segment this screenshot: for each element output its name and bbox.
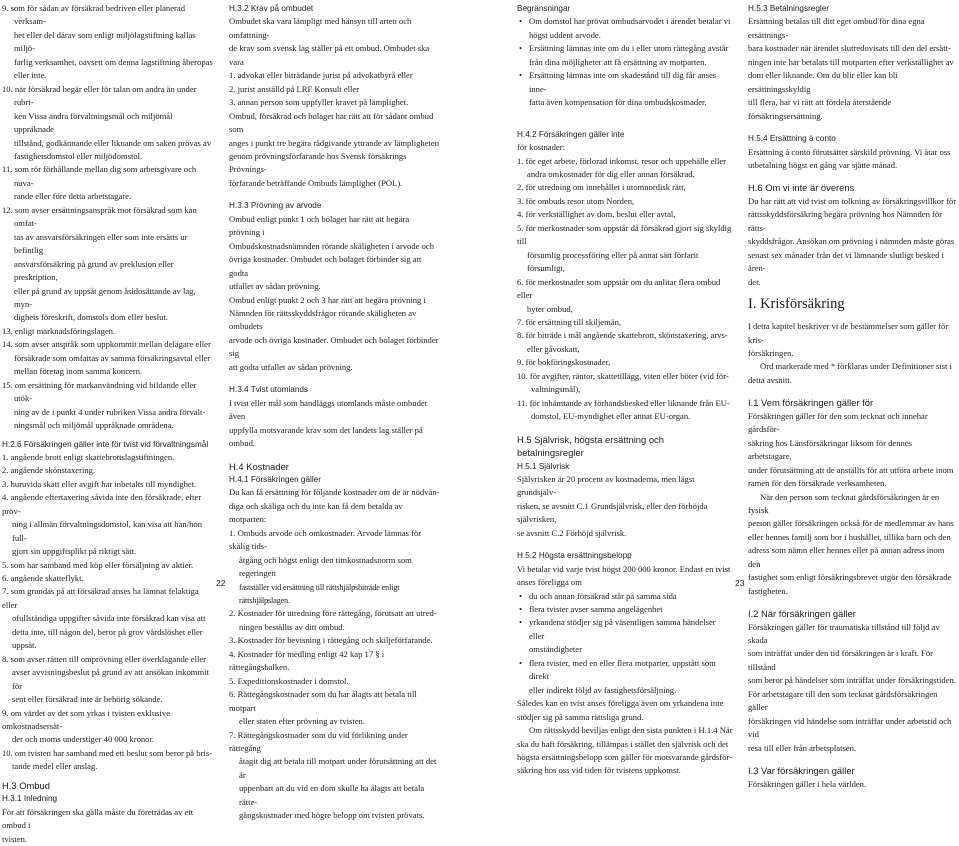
paragraph-line: under förutsättning att de anställts för att utföra arbete inom: [748, 464, 954, 475]
bullet-item: • flera tvister, med en eller flera motparter, uppstått som direkt: [517, 657, 733, 684]
paragraph-line: att godta utfallet av sådan prövning.: [229, 361, 353, 372]
bullet-item-continued: omständigheter: [529, 644, 582, 655]
list-item: eller gåvoskatt,: [527, 343, 580, 354]
bullet-item: • Ersättning lämnas inte om skadestånd till dig får anses inne-: [517, 69, 733, 96]
list-item: 7. Rättegångskostnader som du vid förlikning under rättegång: [229, 729, 408, 754]
section-heading-h52: H.5.2 Högsta ersättningsbelopp: [517, 551, 632, 561]
paragraph-line: Försäkringen gäller för den som tecknat och innehar gårdsför-: [748, 410, 928, 435]
paragraph-line: anses föreligga om: [517, 577, 582, 588]
paragraph-line: arvode och övriga kostnader. Ombudet och bolaget förbinder sig: [229, 334, 439, 359]
paragraph-line: risken, se avsnitt C.1 Grundsjälvrisk, eller den förhöjda självrisken,: [517, 500, 708, 525]
list-item: tas av ansvarsförsäkringen eller som inte ersätts ur befintlig: [14, 231, 188, 256]
bullet-item: • Om domstol har prövat ombudsarvodet i ärendet betalar vi: [517, 15, 733, 28]
list-item: 13. enligt marknadsföringslagen.: [2, 325, 116, 336]
list-item: försäkrade som omfattas av samma försäkringsavtal eller: [14, 352, 211, 363]
paragraph-line: Om rättsskydd beviljas enligt den sista punkten i H.1.4 När: [529, 725, 733, 736]
paragraph-line: utbetalning högst en gång var sjätte månad.: [748, 159, 898, 170]
column-2: [229, 2, 441, 823]
bullet-item: • flera tvister avser samma angelägenhet: [517, 603, 733, 616]
paragraph-line: Således kan en tvist anses föreligga även om yrkandena inte: [517, 698, 724, 709]
list-item: farlig verksamhet, oavsett om denna lagstiftning åberopas: [14, 56, 213, 67]
paragraph-line: säkring hos oss vid tiden för tvistens uppkomst.: [517, 765, 681, 776]
paragraph-line: detta avsnitt.: [748, 374, 792, 385]
section-heading-i2: I.2 När försäkringen gäller: [748, 608, 856, 620]
list-item: 12. som avser ersättningsanspråk mot försäkrad som kan omfat-: [2, 204, 197, 229]
list-item: fastighetsdomstol eller miljödomstol.: [14, 150, 143, 161]
paragraph-line: eller hennes familj som bor i hushållet, tillika barn och den: [748, 531, 951, 542]
paragraph-line: Nämnden för rättsskyddsfrågor rörande skäligheten av ombudets: [229, 307, 417, 332]
list-item: 9. som för sådan av försäkrad bedriven eller planerad verksam-: [2, 3, 186, 27]
list-item: ningen beställts av ditt ombud.: [239, 621, 345, 632]
paragraph-line: till flera, har vi rätt att fördela återstående försäkringsersättning.: [748, 97, 892, 121]
paragraph-line: säkring hos Länsförsäkringar liksom för dennes arbetstagare,: [748, 437, 912, 462]
paragraph-line: Ersättning à conto förutsätter särskild prövning. Vi åtar oss: [748, 146, 951, 157]
section-heading-h54: H.5.4 Ersättning à conto: [748, 134, 836, 144]
section-heading-h42: H.4.2 Försäkringen gäller inte: [517, 129, 625, 139]
column-1: [2, 2, 213, 846]
paragraph-line: övriga kostnader. Ombudet och bolaget förbinder sig att godta: [229, 254, 422, 278]
section-heading-i1: I.1 Vem försäkringen gäller för: [748, 397, 874, 409]
section-heading-h26: H.2.6 Försäkringen gäller inte för tvist vid förvaltningsmål: [2, 439, 209, 449]
paragraph-line: för kostnader:: [517, 142, 565, 153]
list-item: 11. som rör förhållande mellan dig som arbetsgivare och nuva-: [2, 164, 197, 188]
section-heading-i3: I.3 Var försäkringen gäller: [748, 765, 855, 777]
list-item: 1. Ombuds arvode och omkostnader. Arvode lämnas för skälig tids-: [229, 527, 422, 552]
list-item: 1. advokat eller biträdande jurist på advokatbyrå eller: [229, 70, 413, 81]
paragraph-line: person gäller försäkringen också för de medlemmar av hans: [748, 518, 954, 529]
list-item: åtgång och högst enligt den timkostnadsnorm som regeringen: [239, 554, 412, 579]
section-heading-h33: H.3.3 Prövning av arvode: [229, 201, 322, 211]
list-item: 5. för merkostnader som uppstår då försäkrad gjort sig skyldig till: [517, 222, 732, 247]
list-item: försumlig processföring eller på annat sätt förfarit försumligt,: [527, 249, 699, 274]
list-item: 3. för ombuds resor utom Norden,: [517, 195, 635, 206]
paragraph-line: anges i punkt tre begära rådgivande yttrande av lämpligheten: [229, 137, 439, 148]
list-item: 10. för avgifter, räntor, skattetillägg, viten eller böter (vid för-: [517, 370, 729, 381]
bullet-item-continued: högst uddent arvode.: [529, 29, 601, 40]
paragraph-line: som inträffat under den tid försäkringen är i kraft. För tillstånd: [748, 648, 934, 672]
list-item: 15. om ersättning för markanvändning vid bildande eller utök-: [2, 379, 197, 404]
list-item: 14. som avser anspråk som uppkommit mellan delägare eller: [2, 339, 211, 350]
list-item: 10. när försäkrad begär eller för talan om andra än under rubri-: [2, 83, 197, 108]
list-item: detta inte, till någon del, beror på grov vårdslöshet eller uppsåt.: [12, 626, 203, 651]
paragraph-line: I tvist eller mål som handläggs utomlands måste ombudet även: [229, 397, 428, 422]
paragraph-line: stödjer sig på samma rättsliga grund.: [517, 711, 644, 722]
bullet-item: • du och annan försäkrad står på samma sida: [517, 590, 733, 603]
list-item: 4. angående eftertaxering såvida inte den försäkrade, efter pröv-: [2, 492, 202, 516]
paragraph-line: som beror på händelser som inträffat under försäkringstiden.: [748, 675, 956, 686]
paragraph-line: bara kostnader när ärendet slutredovisats till den del ersätt-: [748, 43, 951, 54]
paragraph-line: uppfylla motsvarande krav som det landets lag ställer på ombud.: [229, 424, 423, 449]
list-item: eller staten efter prövning av tvisten.: [239, 716, 365, 727]
page-number-right: 23: [735, 578, 745, 588]
list-item: 5. Expeditionskostnader i domstol.: [229, 675, 349, 686]
list-item: 11. för inhämtande av förhandsbesked eller liknande från EU-: [517, 397, 730, 408]
paragraph-line: försäkringen vid händelse som inträffar under arbetstid och vid: [748, 715, 952, 740]
paragraph-line: skyddsfrågor. Ansökan om prövning i nämnden måste göras: [748, 236, 955, 247]
paragraph-line: genom prövningsförfarande hos Svensk försäkrings Prövnings-: [229, 150, 407, 175]
paragraph-line: se avsnitt C.2 Förhöjd självrisk.: [517, 527, 627, 538]
paragraph-line: Du har rätt att vid tvist om tolkning av försäkringsvillkor för: [748, 195, 957, 206]
list-item: 3. Kostnader för bevisning i rättegång och skiljeförfarande.: [229, 635, 433, 646]
paragraph-line: tvisten.: [2, 833, 28, 844]
list-item: 1. för eget arbete, förlorad inkomst, resor och uppehälle eller: [517, 155, 727, 166]
paragraph-line: Du kan få ersättning för följande kostnader om de är nödvän-: [229, 487, 440, 498]
paragraph-line: Ombud enligt punkt 2 och 3 har rätt att begära prövning i: [229, 294, 426, 305]
bullet-item-continued: fatta även kompensation för dina ombudskostnader.: [529, 97, 707, 108]
list-item: åtagit dig att betala till motpart under förutsättning att det är: [239, 756, 437, 780]
list-item: valtningsmål),: [531, 384, 581, 395]
list-item: het eller del därav som enligt miljölagstiftning kallas miljö-: [14, 29, 196, 54]
paragraph-line: förfarande beträffande Ombuds lämplighet (POL).: [229, 177, 403, 188]
list-item: 7. som grundas på att försäkrad anses ha lämnat felaktiga eller: [2, 586, 199, 610]
list-item: 9. för bokföringskostnader,: [517, 357, 611, 368]
list-item: 8. som avser rätten till omprövning eller överklagande eller: [2, 653, 207, 664]
list-item: dighets föreskrift, domstols dom eller beslut.: [14, 312, 168, 323]
column-4: [748, 2, 957, 791]
column-3: [517, 2, 733, 778]
list-item: tande medel eller anslag.: [12, 761, 98, 772]
h26-list: [2, 451, 213, 774]
paragraph-line: Vi betalar vid varje tvist högst 200 000 kronor. Endast en tvist: [517, 563, 731, 574]
list-item: ning i allmän förvaltningsdomstol, kan visa att han/hon full-: [12, 519, 202, 543]
section-heading-h4: H.4 Kostnader: [229, 460, 289, 472]
list-item: eller på grund av uppsåt genom åsidosättande av lag, myn-: [14, 285, 196, 309]
list-item: andra omkostnader för dig eller annan försäkrad,: [527, 168, 695, 179]
paragraph-line: diga och skäliga och du inte kan få dem betalda av motparten:: [229, 500, 403, 525]
list-item: gångskostnader med högre belopp om tvisten prövats.: [239, 810, 425, 821]
list-item: domstol, EU-myndighet eller annat EU-organ.: [531, 411, 691, 422]
chapter-title: I. Krisförsäkring: [748, 296, 845, 313]
paragraph-line: Ord markerade med * förklaras under Definitioner sist i: [760, 361, 952, 372]
exclusion-list-continued: [2, 2, 213, 433]
section-heading-h6: H.6 Om vi inte är överens: [748, 182, 855, 194]
list-item: 9. om värdet av det som yrkas i tvisten exklusive omkostnadsersät-: [2, 707, 171, 732]
section-heading-h32: H.3.2 Krav på ombudet: [229, 4, 314, 13]
list-item: 3. huruvida skatt eller avgift har inbetalts till myndighet.: [2, 478, 197, 489]
paragraph-line: de krav som svensk lag ställer på ett ombud. Ombudet ska vara: [229, 43, 430, 67]
list-item: byter ombud,: [527, 303, 573, 314]
list-item: 4. Kostnader för medling enligt 42 kap 17 § i rättegångsbalken.: [229, 648, 385, 673]
list-item: 2. angående skönstaxering.: [2, 465, 96, 476]
section-heading-h41: H.4.1 Försäkringen gäller: [229, 474, 321, 484]
list-item: sent eller försäkrad inte är behörig sökande.: [12, 694, 163, 705]
section-heading-h53: H.5.3 Betalningsregler: [748, 4, 830, 13]
list-item: gjort sin uppgiftsplikt på riktigt sätt.: [12, 546, 137, 557]
list-item: mellan företag inom samma koncern.: [14, 366, 143, 377]
section-heading-h34: H.3.4 Tvist utomlands: [229, 385, 309, 395]
paragraph-line: I detta kapitel beskriver vi de bestämmelser som gäller för kris-: [748, 321, 949, 345]
paragraph-line: När den person som tecknat gårdsförsäkringen är en fysisk: [748, 491, 940, 515]
paragraph-line: försäkringen.: [748, 347, 794, 358]
paragraph-line: Ersättning betalas till ditt eget ombud för dina egna ersättnings-: [748, 16, 925, 40]
bullet-item-continued: från dina möjligheter att få ersättning av motparten.: [529, 56, 707, 67]
list-item: fastställer vid ersättning till rättshjälpsbiträde enligt rättshjälpslagen.: [239, 582, 400, 606]
paragraph-line: För att försäkringen ska gälla måste du företrädas av ett ombud i: [2, 806, 194, 831]
list-item: 6. Rättegångskostnader som du har ålagts att betala till motpart: [229, 689, 417, 713]
bullet-item: • Ersättning lämnas inte om du i eller utom rättegång avstår: [517, 42, 733, 55]
list-item: 3. annan person som uppfyller kravet på lämplighet.: [229, 97, 409, 108]
section-heading-h3: H.3 Ombud: [2, 779, 50, 791]
paragraph-line: fastighet som enligt försäkringsbrevet utgör den försäkrade: [748, 572, 952, 583]
list-item: ningsmål och miljömål uppräknade områdena.: [14, 420, 174, 431]
list-item: uppenbart att du vid en dom skulle ha ålagts att betala rätte-: [239, 783, 425, 807]
paragraph-line: Ombud, försäkrad och bolaget har rätt att för sådant ombud som: [229, 110, 434, 135]
paragraph-line: Ombudet ska vara lämpligt med hänsyn till arten och omfattning-: [229, 16, 412, 40]
paragraph-line: fastigheten.: [748, 585, 788, 596]
list-item: avser avvisningsbeslut på grund av att ansökan inkommit för: [12, 667, 209, 691]
list-item: rande eller före detta arbetstagare.: [14, 191, 132, 202]
list-item: ning av de i punkt 4 under rubriken Vissa andra förvalt-: [14, 406, 206, 417]
list-item: ansvarsförsäkring på grund av preklusion eller preskription,: [14, 258, 174, 283]
paragraph-line: adress som nämn eller hennes eller på annan adress inom den: [748, 545, 945, 569]
paragraph-line: Försäkringen gäller i hela världen.: [748, 778, 867, 789]
paragraph-line: senast sex månader från det vi lämnande slutligt besked i ären-: [748, 249, 944, 274]
bullet-item-continued: eller indirekt följd av fastighetsförsäljning.: [529, 684, 677, 695]
list-item: 10. om tvisten har samband med ett beslut som beror på bris-: [2, 747, 213, 758]
list-item: 1. angående brott enligt skattebrottslagstiftningen.: [2, 451, 175, 462]
list-item: tillstånd, godkännande eller liknande om saken prövas av: [14, 137, 212, 148]
paragraph-line: Försäkringen gäller för traumatiska tillstånd till följd av skada: [748, 621, 940, 646]
section-heading-h51: H.5.1 Självrisk: [517, 461, 570, 471]
list-item: 5. som har samband med köp eller försäljning av aktier.: [2, 559, 194, 570]
list-item: 8. för biträde i mål angående skattebrott, skönstaxering, arvs-: [517, 330, 728, 341]
page-number-left: 22: [216, 578, 226, 588]
paragraph-line: högsta ersättningsbelopp som gäller för motsvarande gårdsför-: [517, 752, 733, 763]
list-item: 2. Kostnader för utredning före rättegång, förutsatt att utred-: [229, 608, 437, 619]
list-item: der och moms understiger 40 000 kronor.: [12, 734, 155, 745]
paragraph-line: det.: [748, 276, 761, 287]
list-item: eller inte.: [14, 70, 47, 81]
paragraph-line: För arbetstagare till den som tecknat gårdsförsäkringen gäller: [748, 688, 938, 713]
list-item: 7. för ersättning till skiljemän,: [517, 316, 622, 327]
list-item: 6. angående skatteflykt.: [2, 573, 84, 584]
section-heading-limitations: Begränsningar: [517, 4, 571, 13]
list-item: ofullständiga uppgifter såvida inte försäkrad kan visa att: [12, 613, 206, 624]
section-heading-h31: H.3.1 Inledning: [2, 794, 58, 804]
paragraph-line: Självrisken är 20 procent av kostnaderna, men lägst grundsjälv-: [517, 473, 695, 498]
paragraph-line: rättsskyddsförsäkring begära prövning hos Nämnden för rätts-: [748, 209, 943, 233]
paragraph-line: ramen för den försäkrade verksamheten.: [748, 478, 887, 489]
list-item: ken Vissa andra förvaltningsmål och miljömål uppräknade: [14, 110, 173, 135]
paragraph-line: Ombudskostnadsnämnden rörande skäligheten i arvode och: [229, 240, 435, 251]
list-item: 6. för merkostnader som uppstår om du anlitar flera ombud eller: [517, 276, 721, 301]
list-item: 2. jurist anställd på LRF Konsult eller: [229, 83, 360, 94]
list-item: 2. för utredning om innehållet i utomnordisk rätt,: [517, 182, 686, 193]
section-heading-h5: H.5 Självrisk, högsta ersättning och betalningsregler: [517, 433, 664, 459]
paragraph-line: utfallet av sådan prövning.: [229, 281, 321, 292]
paragraph-line: resa till eller från arbetsplatsen.: [748, 742, 857, 753]
bullet-item: • yrkandena stödjer sig på väsentligen samma händelser eller: [517, 616, 733, 643]
paragraph-line: ningen inte har betalats till motparten efter verkställighet av: [748, 56, 954, 67]
paragraph-line: dom eller liknande. Om du blir eller kan bli ersättningsskyldig: [748, 70, 898, 94]
list-item: 4. för verkställighet av dom, beslut eller avtal,: [517, 209, 676, 220]
paragraph-line: Ombud enligt punkt 1 och bolaget har rätt att begära prövning i: [229, 213, 410, 238]
paragraph-line: ska du haft försäkring, tillämpas i stället den självrisk och det: [517, 738, 729, 749]
